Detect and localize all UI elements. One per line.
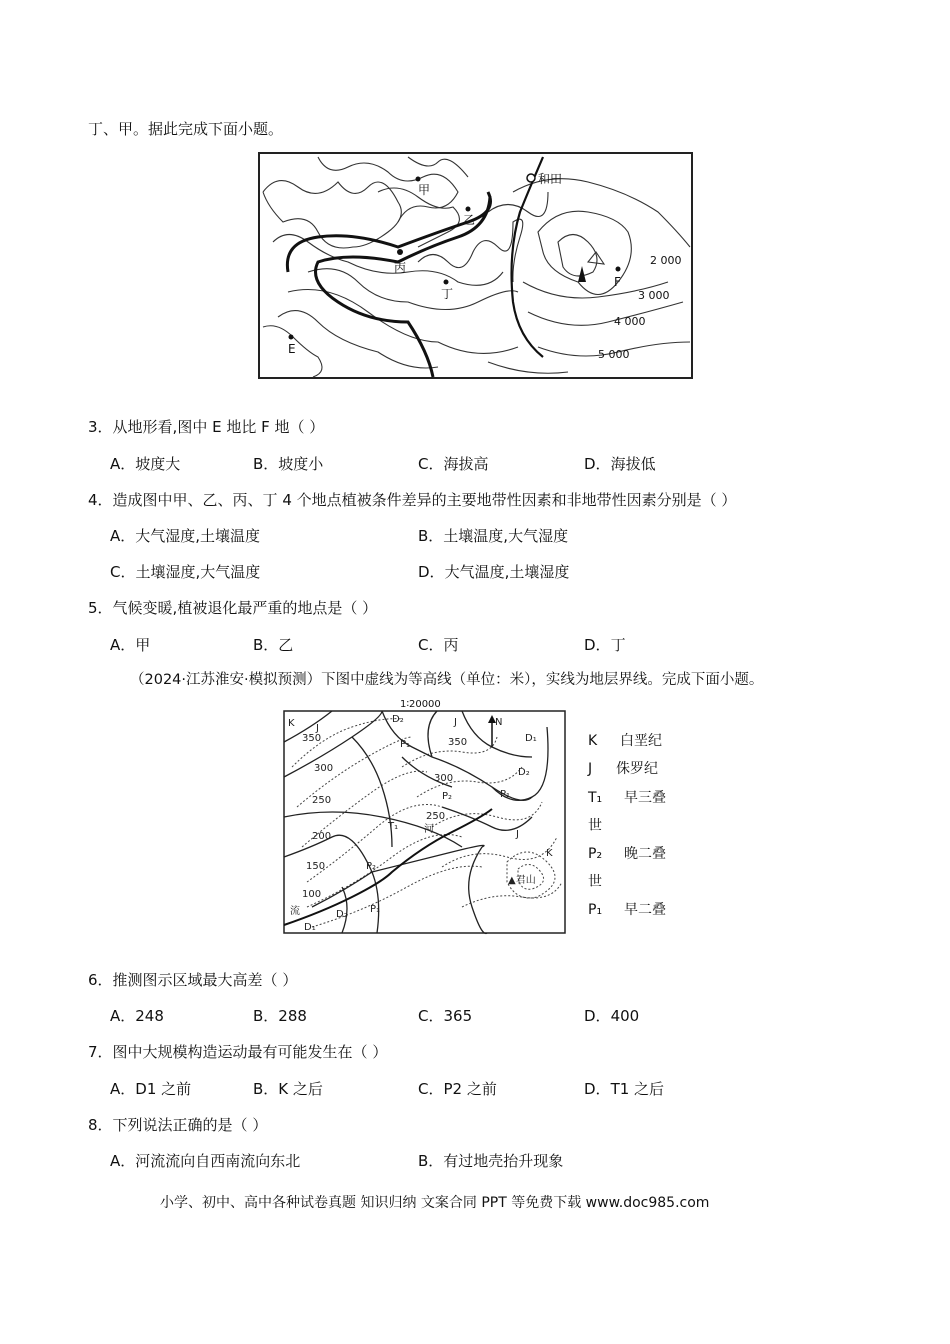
option-6a[interactable]: A．248: [110, 1007, 164, 1025]
question-stem: 下列说法正确的是（ ）: [112, 1116, 268, 1134]
option-3b[interactable]: B．坡度小: [253, 455, 324, 473]
geologic-map: [282, 697, 568, 937]
option-7b[interactable]: B．K 之后: [253, 1080, 323, 1098]
question-stem: 造成图中甲、乙、丙、丁 4 个地点植被条件差异的主要地带性因素和非地带性因素分别是（ ）: [112, 491, 737, 509]
question-number: 7．: [88, 1043, 113, 1061]
question-3: [88, 416, 324, 437]
place-hetian: 和田: [538, 172, 563, 186]
contour-label-5000: 5 000: [598, 348, 630, 361]
strata-j3: J: [516, 829, 519, 840]
question-number: 8．: [88, 1116, 113, 1134]
contour-150: 150: [306, 861, 326, 872]
question-stem: 推测图示区域最大高差（ ）: [112, 971, 298, 989]
option-8b[interactable]: B．有过地壳抬升现象: [418, 1152, 564, 1170]
mountain-label: ▲君山: [508, 875, 536, 886]
section2-intro: （2024·江苏淮安·模拟预测）下图中虚线为等高线（单位：米），实线为地层界线。完成下面小题。: [130, 672, 764, 688]
question-7: [88, 1041, 387, 1062]
strata-p2b: P₂: [366, 861, 377, 872]
question-5: [88, 597, 377, 618]
option-7a[interactable]: A．D1 之前: [110, 1080, 192, 1098]
contour-label-3000: 3 000: [638, 289, 670, 302]
legend-k: K 白垩纪: [588, 733, 662, 749]
place-e: E: [288, 342, 296, 356]
contour-350a: 350: [302, 733, 322, 744]
strata-j2: J: [454, 717, 457, 728]
topographic-map: [258, 152, 694, 380]
contour-300b: 300: [434, 773, 454, 784]
option-5b[interactable]: B．乙: [253, 636, 294, 654]
page-footer: 小学、初中、高中各种试卷真题 知识归纳 文案合同 PPT 等免费下载 www.doc985.com: [160, 1195, 710, 1211]
river-label-he: 河: [424, 824, 434, 835]
strata-d1: D₁: [525, 733, 537, 744]
option-3c[interactable]: C．海拔高: [418, 455, 489, 473]
question-stem: 气候变暖,植被退化最严重的地点是（ ）: [112, 599, 378, 617]
legend-t1: T₁ 早三叠: [588, 790, 666, 806]
contour-350b: 350: [448, 737, 468, 748]
option-4b[interactable]: B．土壤温度,大气湿度: [418, 527, 569, 545]
option-6b[interactable]: B．288: [253, 1007, 307, 1025]
option-5d[interactable]: D．丁: [584, 636, 626, 654]
strata-p1: P₁: [400, 739, 411, 750]
legend-p2: P₂ 晚二叠: [588, 846, 666, 862]
option-7c[interactable]: C．P2 之前: [418, 1080, 497, 1098]
option-7d[interactable]: D．T1 之后: [584, 1080, 665, 1098]
question-8: [88, 1114, 267, 1135]
question-number: 3．: [88, 418, 113, 436]
strata-t1: T₁: [388, 821, 399, 832]
north-label: N: [495, 717, 503, 728]
place-bing: 丙: [394, 261, 407, 275]
legend-p1: P₁ 早二叠: [588, 902, 666, 918]
strata-j: J: [316, 723, 319, 734]
strata-k: K: [288, 718, 295, 729]
question-number: 4．: [88, 491, 113, 509]
legend-p2-cont: 世: [588, 874, 602, 890]
strata-p1b: P₁: [500, 789, 511, 800]
strata-d2: D₂: [392, 714, 404, 725]
option-5c[interactable]: C．丙: [418, 636, 459, 654]
place-ding: 丁: [441, 287, 454, 301]
place-jia: 甲: [418, 183, 431, 197]
strata-p2: P₂: [442, 791, 453, 802]
question-number: 6．: [88, 971, 113, 989]
strata-p1c: P₁: [370, 904, 381, 915]
option-6d[interactable]: D．400: [584, 1007, 640, 1025]
contour-250a: 250: [312, 795, 332, 806]
contour-label-4000: 4 000: [614, 315, 646, 328]
strata-d2b: D₂: [518, 767, 530, 778]
question-stem: 从地形看,图中 E 地比 F 地（ ）: [112, 418, 325, 436]
strata-d1b: D₁: [304, 922, 316, 933]
option-8a[interactable]: A．河流流向自西南流向东北: [110, 1152, 301, 1170]
river-label-liu: 流: [290, 906, 300, 917]
strata-d2c: D₂: [336, 909, 348, 920]
option-3a[interactable]: A．坡度大: [110, 455, 181, 473]
option-3d[interactable]: D．海拔低: [584, 455, 656, 473]
question-stem: 图中大规模构造运动最有可能发生在（ ）: [112, 1043, 388, 1061]
option-6c[interactable]: C．365: [418, 1007, 473, 1025]
contour-100: 100: [302, 889, 322, 900]
option-4d[interactable]: D．大气温度,土壤湿度: [418, 563, 570, 581]
question-number: 5．: [88, 599, 113, 617]
question-6: [88, 969, 297, 990]
option-5a[interactable]: A．甲: [110, 636, 151, 654]
option-4c[interactable]: C．土壤湿度,大气温度: [110, 563, 261, 581]
legend-t1-cont: 世: [588, 818, 602, 834]
legend-j: J 侏罗纪: [588, 761, 658, 777]
contour-250b: 250: [426, 811, 446, 822]
intro-text: 丁、甲。据此完成下面小题。: [88, 120, 284, 138]
contour-200: 200: [312, 831, 332, 842]
strata-k2: K: [546, 848, 553, 859]
contour-label-2000: 2 000: [650, 254, 682, 267]
contour-300a: 300: [314, 763, 334, 774]
option-4a[interactable]: A．大气湿度,土壤温度: [110, 527, 261, 545]
map-scale: 1∶20000: [400, 699, 441, 710]
place-yi: 乙: [463, 213, 476, 227]
place-f: F: [614, 275, 621, 289]
question-4: [88, 489, 736, 510]
